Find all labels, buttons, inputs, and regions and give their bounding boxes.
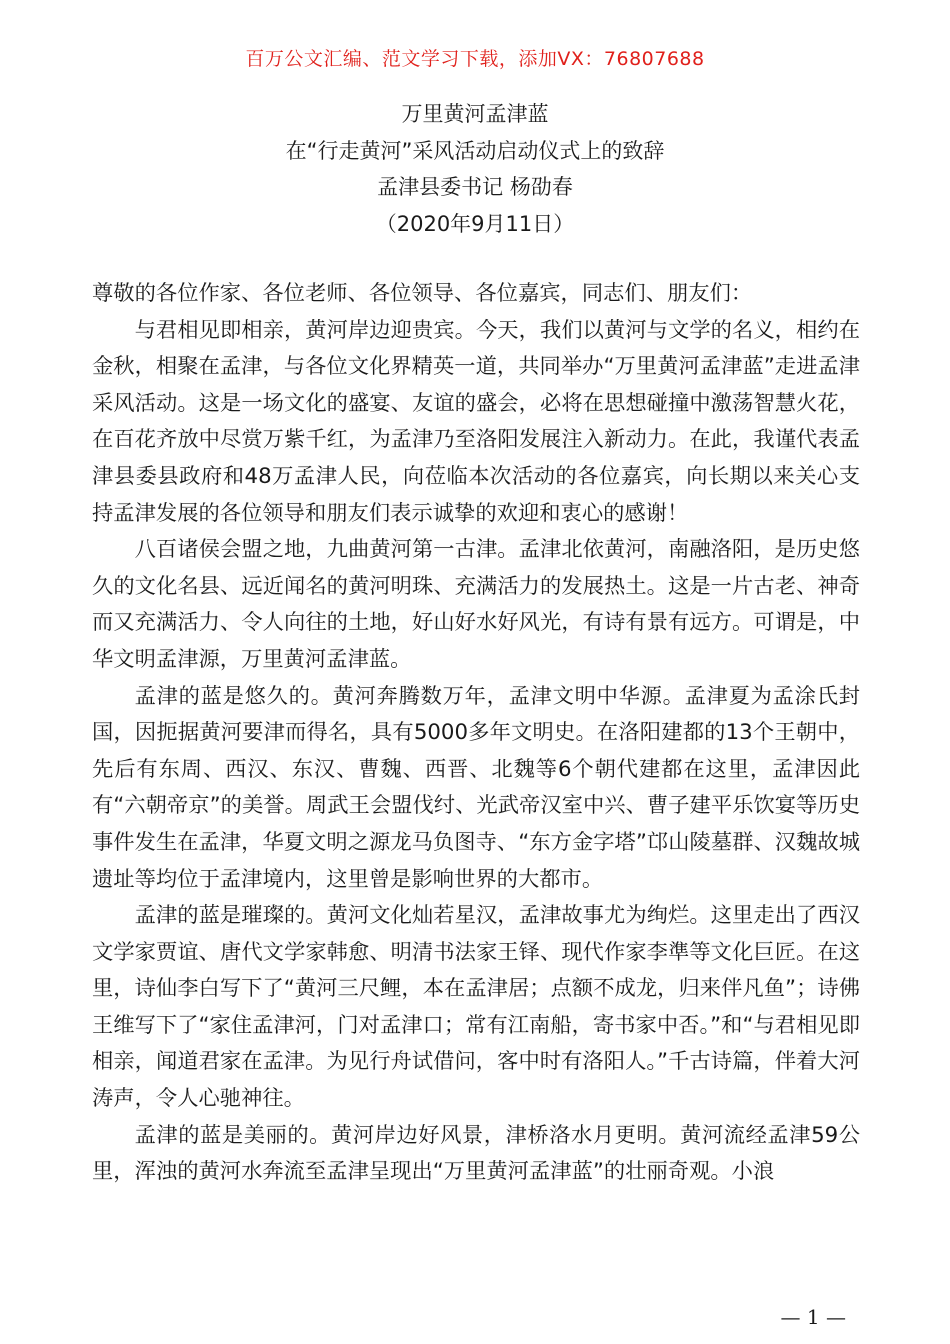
document-title: 万里黄河孟津蓝 [401,102,549,126]
paragraph: 孟津的蓝是美丽的。黄河岸边好风景，津桥洛水月更明。黄河流经孟津59公里，浑浊的黄河水奔流至孟津呈现出“万里黄河孟津蓝”的壮丽奇观。小浪 [92,1122,860,1185]
paragraph: 孟津的蓝是璀璨的。黄河文化灿若星汉，孟津故事尤为绚烂。这里走出了西汉文学家贾谊、唐代文学家韩愈、明清书法家王铎、现代作家李準等文化巨匠。在这里，诗仙李白写下了“黄河三尺鲤，本在孟津居；点额不成龙，归来伴凡鱼”；诗佛王维写下了“家住孟津河，门对孟津口；常有江南船，寄书家中否。”和“与君相见即相亲，闻道君家在孟津。为见行舟试借问，客中时有洛阳人。”千古诗篇，伴着大河涛声，令人心驰神往。 [92,903,860,1112]
document-author: 孟津县委书记 杨劭春 [377,175,573,199]
document-heading [0,96,950,242]
promo-banner: 百万公文汇编、范文学习下载，添加VX：76807688 [245,48,705,70]
paragraph: 八百诸侯会盟之地，九曲黄河第一古津。孟津北依黄河，南融洛阳，是历史悠久的文化名县、远近闻名的黄河明珠、充满活力的发展热土。这是一片古老、神奇而又充满活力、令人向往的土地，好山好水好风光，有诗有景有远方。可谓是，中华文明孟津源，万里黄河孟津蓝。 [92,537,860,672]
paragraph: 与君相见即相亲，黄河岸边迎贵宾。今天，我们以黄河与文学的名义，相约在金秋，相聚在孟津，与各位文化界精英一道，共同举办“万里黄河孟津蓝”走进孟津采风活动。这是一场文化的盛宴、友谊的盛会，必将在思想碰撞中激荡智慧火花，在百花齐放中尽赏万紫千红，为孟津乃至洛阳发展注入新动力。在此，我谨代表孟津县委县政府和48万孟津人民，向莅临本次活动的各位嘉宾，向长期以来关心支持孟津发展的各位领导和朋友们表示诚挚的欢迎和衷心的感谢！ [92,317,860,526]
page-number: — 1 — [780,1305,846,1329]
paragraph: 孟津的蓝是悠久的。黄河奔腾数万年，孟津文明中华源。孟津夏为孟涂氏封国，因扼据黄河要津而得名，具有5000多年文明史。在洛阳建都的13个王朝中，先后有东周、西汉、东汉、曹魏、西晋、北魏等6个朝代建都在这里，孟津因此有“六朝帝京”的美誉。周武王会盟伐纣、光武帝汉室中兴、曹子建平乐饮宴等历史事件发生在孟津，华夏文明之源龙马负图寺、“东方金字塔”邙山陵墓群、汉魏故城遗址等均位于孟津境内，这里曾是影响世界的大都市。 [92,683,860,892]
document-body [92,276,860,1191]
document-subtitle: 在“行走黄河”采风活动启动仪式上的致辞 [285,138,665,163]
document-date: （2020年9月11日） [375,211,575,236]
salutation: 尊敬的各位作家、各位老师、各位领导、各位嘉宾，同志们、朋友们： [92,281,753,306]
